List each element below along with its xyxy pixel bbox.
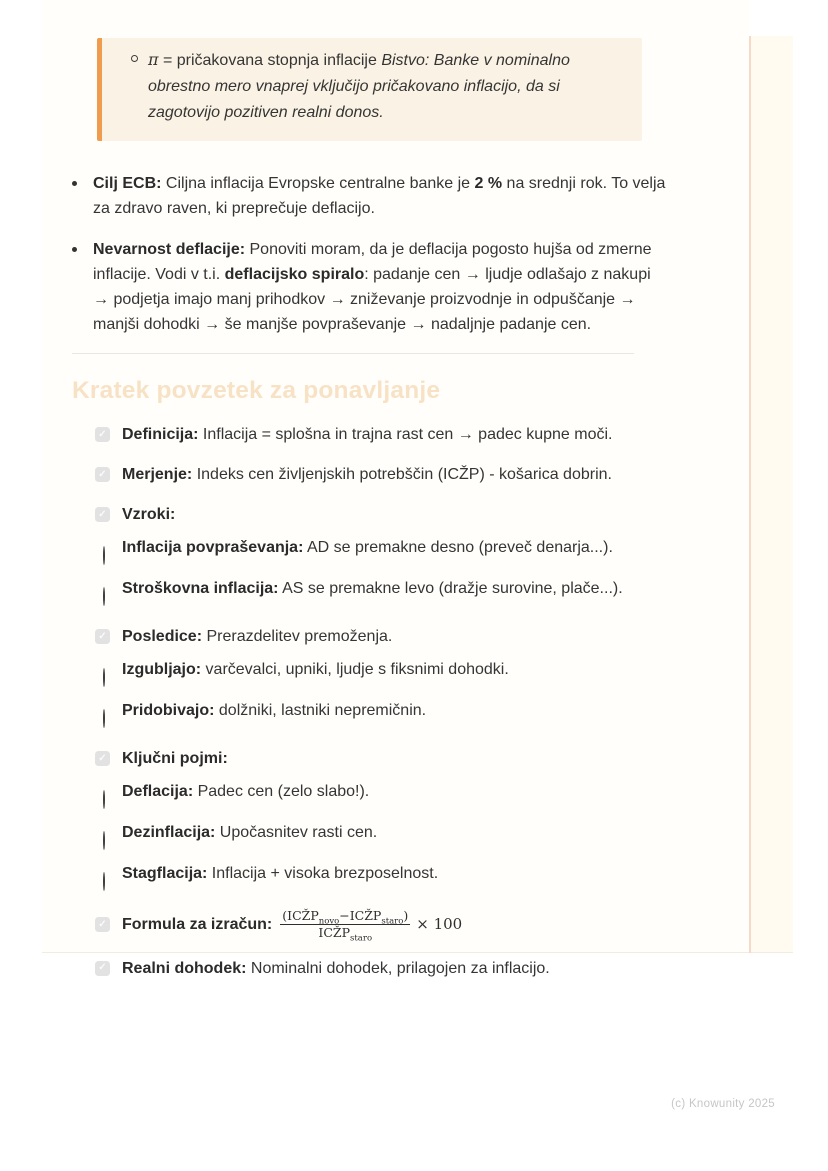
bullet-column [72,956,95,966]
page-edge-strip [751,36,793,953]
checklist-item-text [122,908,463,944]
checklist-item-text [122,502,175,527]
callout-box [97,38,642,141]
bullet-column [103,535,122,568]
item-label: Dezinflacija: [122,824,216,841]
item-text: Prerazdelitev premoženja. [202,628,393,645]
bullet-icon [72,181,77,186]
formula-part: ICŽP [318,925,351,941]
checklist-item [72,624,749,649]
item-label: Vzroki: [122,506,176,523]
copyright-footer: (c) Knowunity 2025 [671,1098,775,1110]
circle-bullet-icon [103,709,105,728]
checklist-item-text [122,462,612,487]
formula-multiplier: × 100 [416,915,463,934]
item-label: Stagflacija: [122,865,208,882]
formula-part: (ICŽP [282,908,319,923]
item-strong: deflacijsko spiralo [224,266,365,283]
item-text: AD se premakne desno (preveč denarja...). [303,539,613,556]
sub-list [103,657,749,731]
sub-list-item [103,861,749,894]
checklist-item-text [122,746,228,771]
bullet-column [103,657,122,690]
sub-list [103,779,749,894]
document-card [42,0,749,977]
formula-part: −ICŽP [339,908,382,923]
item-strong: 2 % [474,175,503,192]
bullet-column [103,861,122,894]
section-divider [72,353,634,354]
item-label: Merjenje: [122,466,193,483]
circle-bullet-icon [103,668,105,687]
bullet-column [72,462,95,472]
pi-symbol: π [148,50,159,69]
checklist-item-formula [72,908,749,944]
item-text: na srednji rok. To velja za zdravo raven, ki preprečuje deflacijo. [93,175,666,217]
formula-subscript: novo [318,916,340,927]
item-text: Upočasnitev rasti cen. [215,824,378,841]
bullet-column [72,502,95,512]
bullet-column [103,576,122,609]
item-text: Ciljna inflacija Evropske centralne banke je [161,175,475,192]
checklist-item [72,422,749,447]
checklist-item-text [122,624,392,649]
checklist-item [72,956,749,981]
list-item [72,237,749,337]
bullet-column [72,624,95,634]
list-item-text [93,237,668,337]
item-label: Pridobivajo: [122,702,215,719]
bullet-column [72,422,95,432]
bullet-column [103,779,122,812]
list-item [72,171,749,221]
item-label: Nevarnost deflacije: [93,241,246,258]
item-text: varčevalci, upniki, ljudje s fiksnimi dohodki. [201,661,509,678]
callout-emphasis: Bistvo: Banke v nominalno obrestno mero vnaprej vključijo pričakovano inflacijo, da si zagotovijo pozitiven realni donos. [148,52,570,121]
circle-bullet-icon [103,546,105,565]
sub-list-item [103,657,749,690]
callout-text [148,47,576,126]
item-text: dolžniki, lastniki nepremičnin. [214,702,427,719]
list-item-text [93,171,668,221]
sub-list-item [103,698,749,731]
formula-fraction [280,908,410,944]
checklist-item-text [122,422,612,447]
sub-list-item [103,779,749,812]
item-label: Stroškovna inflacija: [122,580,279,597]
checklist-item [72,462,749,487]
item-text: AS se premakne levo (dražje surovine, plače...). [278,580,623,597]
sub-list-item [103,576,749,609]
checklist-item-text [122,956,550,981]
sub-item-text [122,698,426,731]
checkbox-icon: ✓ [95,961,110,976]
bullet-column [103,820,122,853]
sub-item-text [122,779,369,812]
sub-item-text [122,657,509,690]
sub-item-text [122,535,613,568]
circle-bullet-icon [131,55,138,62]
callout-item [131,47,622,126]
bullet-column [103,698,122,731]
document-content [42,0,749,981]
item-label: Deflacija: [122,783,194,800]
summary-heading: Kratek povzetek za ponavljanje [72,377,441,404]
checklist-item [72,746,749,771]
sub-list-item [103,820,749,853]
item-text: Ponoviti moram, da je deflacija pogosto hujša od zmerne inflacije. Vodi v t.i. [93,241,652,283]
checklist-item [72,502,749,527]
formula-numerator [280,909,410,925]
item-label: Definicija: [122,426,199,443]
formula-denominator [280,925,410,944]
item-label: Formula za izračun: [122,916,273,934]
formula-subscript: staro [381,916,404,927]
sub-item-text [122,861,438,894]
item-text: : padanje cen → ljudje odlašajo z nakupi → podjetja imajo manj prihodkov → zniževanje proizvodnje in odpuščanje → manjši dohodki → še manjše povpraševanje → nadaljnje padanje cen. [93,266,651,333]
item-label: Realni dohodek: [122,959,247,977]
formula-part: ) [403,908,409,923]
circle-bullet-icon [103,790,105,809]
item-label: Cilj ECB: [93,175,162,192]
item-text: Inflacija = splošna in trajna rast cen → padec kupne moči. [198,426,613,443]
item-label: Inflacija povpraševanja: [122,539,304,556]
sub-list-item [103,535,749,568]
item-text: Inflacija + visoka brezposelnost. [207,865,439,882]
item-label: Ključni pojmi: [122,750,228,767]
checkbox-icon: ✓ [95,427,110,442]
bullet-column [72,746,95,756]
item-text: Padec cen (zelo slabo!). [193,783,370,800]
checkbox-icon: ✓ [95,917,110,932]
circle-bullet-icon [103,872,105,891]
checkbox-icon: ✓ [95,751,110,766]
checkbox-icon: ✓ [95,629,110,644]
formula-subscript: staro [350,933,373,944]
inflation-formula [280,908,463,944]
circle-bullet-icon [103,587,105,606]
checkbox-icon: ✓ [95,467,110,482]
summary-checklist [72,422,749,981]
item-text: Indeks cen življenjskih potrebščin (ICŽP) - košarica dobrin. [192,466,612,483]
item-label: Izgubljajo: [122,661,202,678]
sub-list [103,535,749,609]
bullet-icon [72,247,77,252]
circle-bullet-icon [103,831,105,850]
sub-item-text [122,820,377,853]
item-text: Nominalni dohodek, prilagojen za inflacijo. [246,959,550,977]
callout-lead: = pričakovana stopnja inflacije [158,52,382,69]
checkbox-icon: ✓ [95,507,110,522]
sub-item-text [122,576,623,609]
item-label: Posledice: [122,628,203,645]
